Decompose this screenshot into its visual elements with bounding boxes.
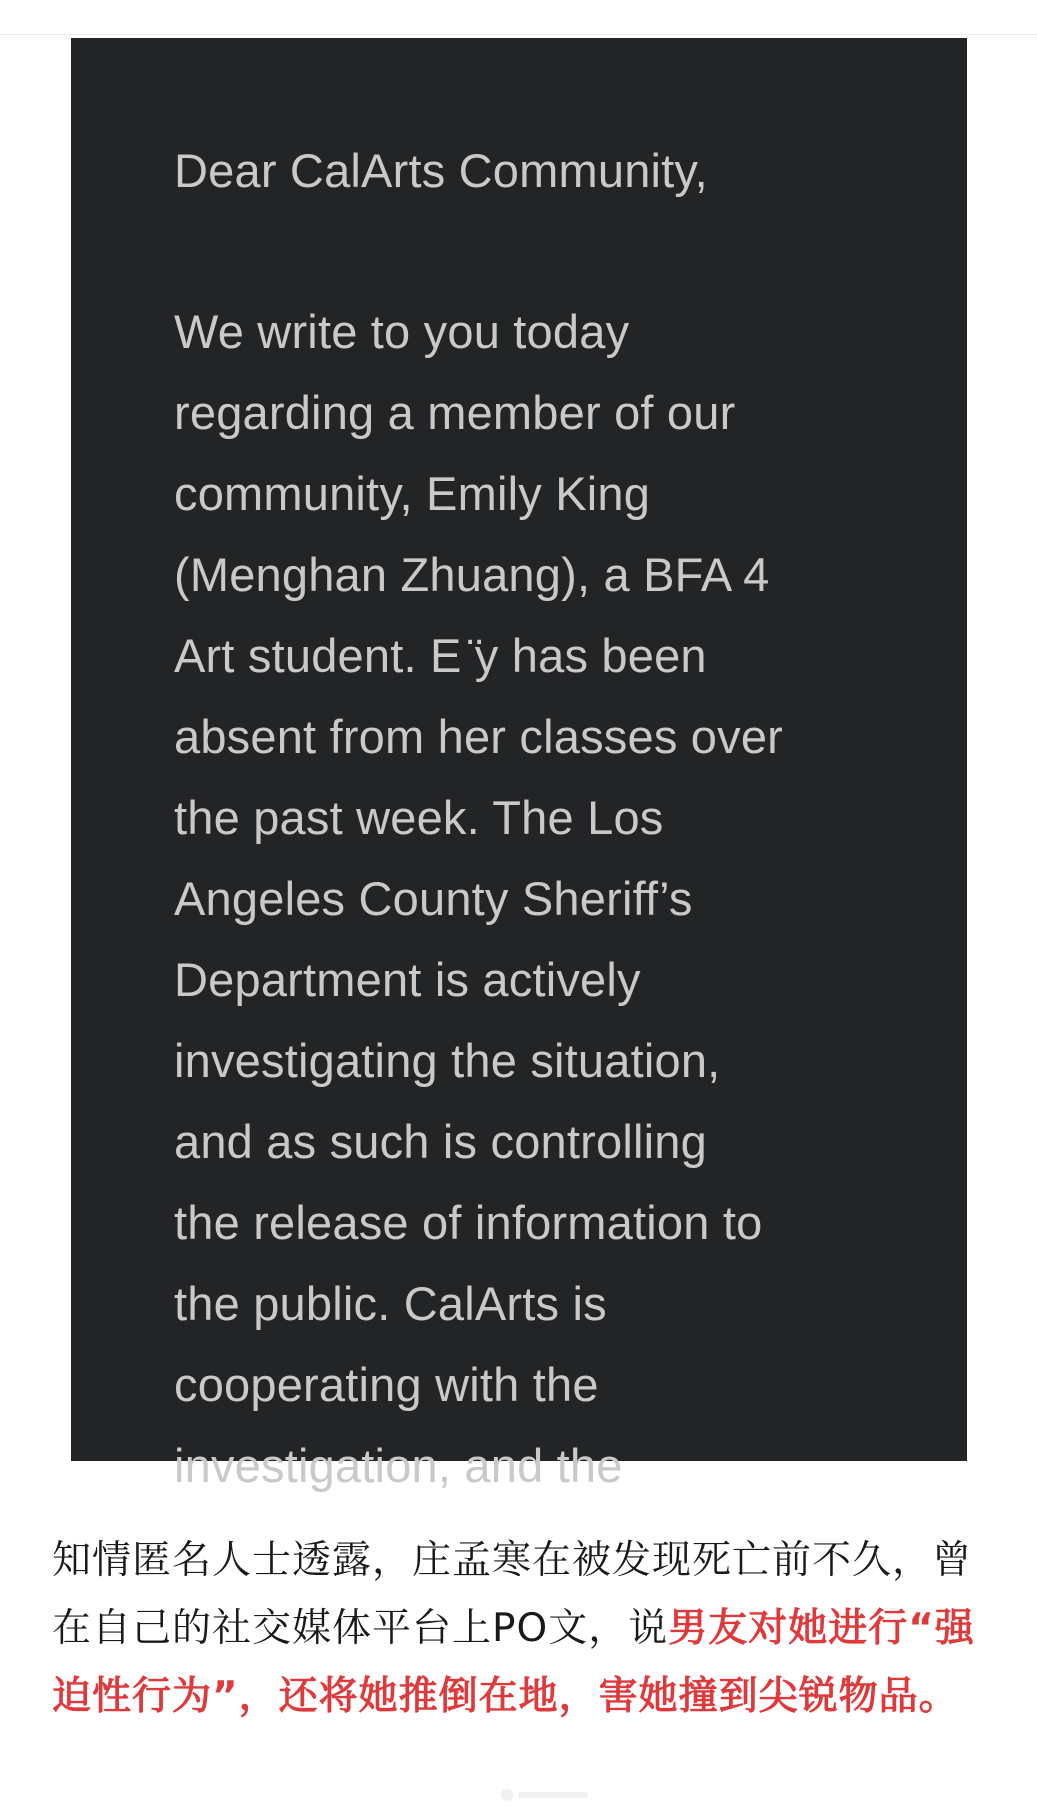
letter-line: Department is actively <box>174 953 641 1006</box>
letter-line: the past week. The Los <box>174 791 664 844</box>
letter-line: regarding a member of our <box>174 386 736 439</box>
letter-line: the release of information to <box>174 1196 763 1249</box>
letter-line: investigation, and the <box>174 1439 623 1492</box>
caption-highlight-text: 男友对她进行“强迫性行为”，还将她推倒在地，害她撞到尖锐物品。 <box>52 1606 975 1719</box>
letter-line: Art student. E ̈y has been <box>174 629 707 682</box>
top-divider <box>0 34 1037 35</box>
letter-line: the public. CalArts is <box>174 1277 607 1330</box>
letter-line: absent from her classes over <box>174 710 784 763</box>
letter-line: community, Emily King <box>174 467 651 520</box>
caption-text: 知情匿名人士透露，庄孟寒在被发现死亡前不久，曾在自己的社交媒体平台上PO文，说 <box>52 1538 973 1651</box>
caption-paragraph <box>52 1527 997 1731</box>
letter-line: cooperating with the <box>174 1358 599 1411</box>
watermark-logo <box>500 1788 590 1802</box>
letter-screenshot-image <box>71 38 967 1492</box>
letter-line: and as such is controlling <box>174 1115 707 1168</box>
letter-line: investigating the situation, <box>174 1034 721 1087</box>
letter-line: (Menghan Zhuang), a BFA 4 <box>174 548 770 601</box>
letter-line: We write to you today <box>174 305 630 358</box>
letter-greeting: Dear CalArts Community, <box>174 144 708 197</box>
letter-line: Angeles County Sheriff’s <box>174 872 693 925</box>
